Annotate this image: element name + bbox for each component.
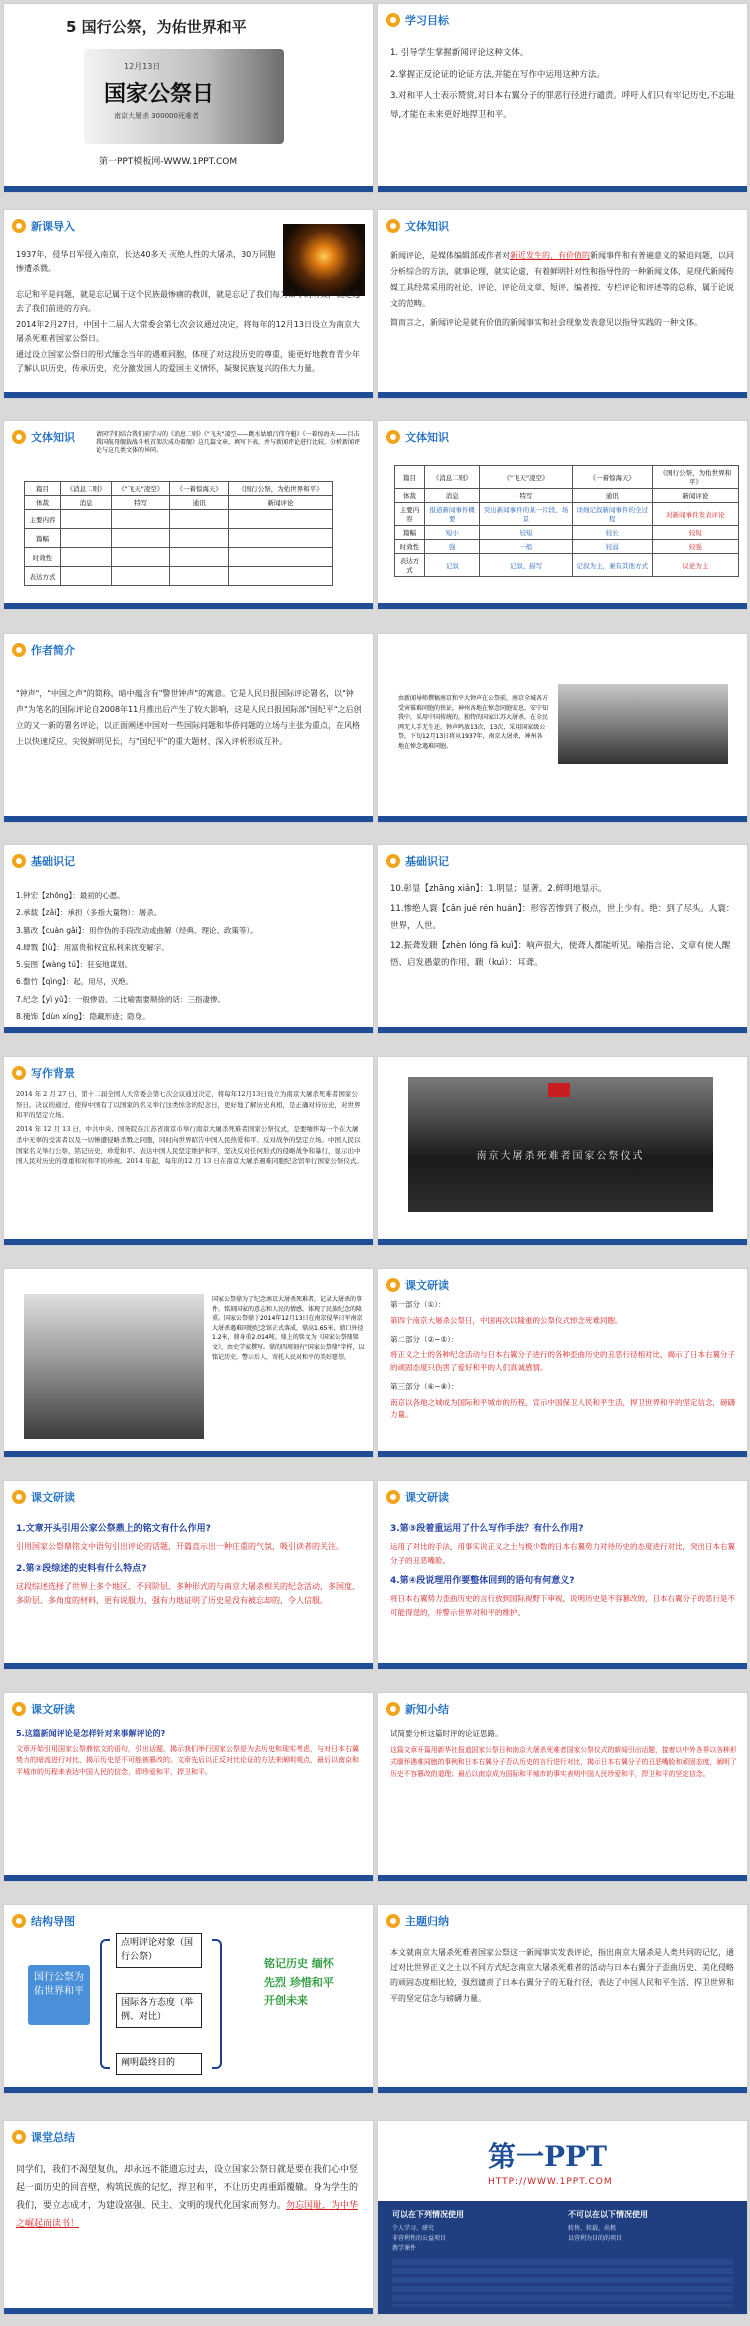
section-heading: 基础识记 <box>405 855 449 868</box>
vocab-item: 2.承载【zǎi】：承担（多指大量物）：屠杀。 <box>16 908 162 918</box>
slide-reading-structure <box>377 1268 748 1458</box>
answer: 将日本右翼势力歪曲历史的言行放到国际视野下审视，说明历史是不容篡改的，日本右翼分子的恶行是不可能得逞的，并警示世界对和平的维护。 <box>390 1594 735 1617</box>
genre-def-post: 新闻事件和有普遍意义的紧迫问题，以同分析综合的方法，就事论理，就实论虚，有着鲜明针对性和指导性的一种新闻文体，是现代新闻传媒工具经常采用的社论、评论、评论员文章、短评、编者按、专栏评论和评述等的总称，属于论说文的范畴。 <box>390 251 734 308</box>
answer: 运用了对比的手法，用事实说正义之士与极少数的日本右翼势力对待历史的态度进行对比，突出日本右翼分子的丑恶嘴脸。 <box>390 1542 735 1565</box>
slide-conclusion <box>3 2120 374 2315</box>
vocab-item: 1.钟宏【zhōng】：最初的心愿。 <box>16 891 125 900</box>
vocab-item: 12.振聋发聩【zhèn lóng fā kuì】：响声很大，使聋人都能听见。喻指言论、文章有使人醒悟、启发愚蒙的作用。聩（kuì）：耳聋。 <box>390 941 731 968</box>
allowed-title: 可以在下列情况使用 <box>392 2210 464 2219</box>
author-text: "钟声"，"中国之声"的简称，暗中蕴含有"警世钟声"的寓意。它是人民日报国际评论署名，以"钟声"为笔名的国际评论自2008年11月推出后产生了较大影响，这是人民日报国际部"国纪平"之后创立的又一新的署名评论，以正面阐述中国对一些国际问题和华侨问题的立场与主张为重点，在风格上以快速反应、尖锐鲜明见长，与"国纪平"的重大题材、深入评析形成互补。 <box>16 689 362 746</box>
table-header: 篇目 <box>395 466 425 489</box>
bullet-icon <box>386 430 400 444</box>
slide-vocab-2 <box>377 844 748 1034</box>
section-heading: 课堂总结 <box>31 2131 75 2144</box>
section-heading: 课文研读 <box>405 1491 449 1504</box>
brand-url: HTTP://WWW.1PPT.COM <box>488 2177 613 2187</box>
bracket <box>212 1939 222 2069</box>
background-p2: 2014 年 12 月 13 日，中共中央、国务院在江苏省南京市举行南京大屠杀死难者国家公祭仪式，是要缅怀每一个在大屠杀中无辜的受害者以及一切惨遭侵略杀戮之同胞，同时向世界昭告中国人民热爱和平、反对战争的坚定立场。中国人民以国家名义举行公祭，铭记历史，珍爱和平。表达中国人民坚定维护和平、坚决反对任何形式的侵略战争和暴行，显示出中国人民对历史的尊重和对和平的珍视。2014 年起，每年的12 月 13 日在南京大屠杀遇难同胞纪念馆举行国家公祭仪式。 <box>16 1125 363 1166</box>
section-heading: 结构导图 <box>31 1915 75 1928</box>
table-header: 《"飞天"凌空》 <box>112 482 170 496</box>
slide-summary <box>377 1692 748 1882</box>
bullet-icon <box>12 219 26 233</box>
slide-vocab-1 <box>3 844 374 1034</box>
bullet-icon <box>12 854 26 868</box>
objective-1: 1. 引导学生掌握新闻评论这种文体。 <box>390 48 529 58</box>
theme-text: 本文就南京大屠杀死难者国家公祭这一新闻事实发表评论，指出南京大屠杀是人类共同的记忆，通过对比世界正义之士以不同方式纪念南京大屠杀死难者的活动与日本右翼分子歪曲历史、美化侵略的顽固态度相比较，强烈谴责了日本右翼分子的无耻行径，表达了中国人民和平生活、捍卫世界和平的坚定信念与磅礴力量。 <box>390 1948 734 2003</box>
slide-genre-1 <box>377 209 748 399</box>
answer: 这段综述选择了世界上多个地区、不同阶层、多种形式的与南京大屠杀相关的纪念活动，多国度、多阶层、多角度的材料，更有说服力，强有力地证明了历史是没有被忘却的，令人信服。 <box>16 1581 360 1606</box>
bullet-icon <box>12 1914 26 1928</box>
slide-intro <box>3 209 374 399</box>
section-heading: 文体知识 <box>405 220 449 233</box>
bullet-icon <box>386 1490 400 1504</box>
table-header: 篇目 <box>25 482 61 496</box>
table-row: 时效性 <box>25 548 333 567</box>
background-p1: 2014 年 2 月 27 日，第十二届全国人大常委会第七次会议通过决定，将每年12月13日设立为南京大屠杀死难者国家公祭日。决议的通过，使得中国有了以国家的名义举行这类悼念的纪念日，更好地了解历史真相，是正确对待历史，对世界和平的坚定立场。 <box>16 1090 361 1120</box>
bullet-icon <box>12 643 26 657</box>
section-heading: 课文研读 <box>405 1279 449 1292</box>
genre-table <box>24 481 333 586</box>
vocab-item: 6.罄竹【qìng】：起，用尽，灭绝。 <box>16 977 134 987</box>
bullet-icon <box>386 219 400 233</box>
section-heading: 写作背景 <box>31 1067 75 1080</box>
forbidden-title: 不可以在以下情况使用 <box>568 2210 648 2219</box>
intro-p1: 1937年，侵华日军侵入南京，长达40多天 灭绝人性的大屠杀，30万同胞惨遭杀戮。 <box>16 250 276 273</box>
allowed-item: 教学课件 <box>392 2245 417 2252</box>
genre-summary: 简而言之，新闻评论是就有价值的新闻事实和社会现象发表意见以指导实践的一种文体。 <box>390 318 702 327</box>
intro-p4: 通过设立国家公祭日的形式缅念当年的遇难同胞，体现了对这段历史的尊重，能更好地教育青少年了解认识历史，传承历史，充分激发国人的爱国主义情怀，凝聚民族复兴的伟大力量。 <box>16 350 360 373</box>
objective-3: 3.对和平人士表示赞赏,对日本右翼分子的罪恶行径进行谴责。呼吁人们只有牢记历史,不忘耻辱,才能在未来更好地捍卫和平。 <box>390 91 736 121</box>
allowed-item: 个人学习、研究 <box>392 2225 435 2232</box>
mindmap-box-3: 阐明最终目的 <box>116 2053 202 2075</box>
bullet-icon <box>386 1278 400 1292</box>
objective-2: 2.掌握正反论证的论证方法,并能在写作中运用这种方法。 <box>390 69 605 80</box>
section-heading: 文体知识 <box>31 431 75 444</box>
slide-mindmap <box>3 1904 374 2094</box>
summary-intro: 试简要分析这篇时评的论证思路。 <box>390 1729 503 1738</box>
table-row: 篇幅 短小 较短 较长 较短 <box>395 526 739 540</box>
section-heading: 主题归纳 <box>405 1915 449 1928</box>
mindmap-conclusion: 铭记历史 缅怀先烈 珍惜和平 开创未来 <box>264 1957 334 2008</box>
memorial-photo <box>558 684 728 764</box>
part-label: 第三部分（⑥~⑧）： <box>390 1381 459 1391</box>
table-header: 《消息二则》 <box>61 482 112 496</box>
tripod-photo <box>24 1294 204 1439</box>
slide-title <box>3 3 374 193</box>
answer: 文章开始引用国家公祭鼎铭文的语句，引出话题，揭示我们举行国家公祭是为去历史和现实考虑，与对日本右翼势力的暗流进行对比，揭示历史是不可能被篡改的。文章先后以正反对比论证的方法来阐明观点，最后以南京和平城市的历程来表达中国人民的信念，即珍爱和平，捍卫和平。 <box>16 1744 359 1777</box>
forbidden-item: 以营利为目的的项目 <box>568 2235 623 2242</box>
table-header: 《国行公祭，为佑世界和平》 <box>652 466 738 489</box>
part-label: 第二部分（②~⑤）： <box>390 1334 459 1344</box>
conclusion-highlight: 勿忘国耻，为中华之崛起而读书！ <box>16 2201 359 2229</box>
slide-memorial-bell <box>377 633 748 823</box>
slide-reading-q3 <box>377 1480 748 1670</box>
part-text: 第四个南京大屠杀公祭日，中国再次以隆重的公祭仪式悼念死难同胞。 <box>390 1315 623 1325</box>
table-header: 《一着惊海天》 <box>572 466 652 489</box>
intro-p3: 2014年2月27日，中国十二届人大常委会第七次会议通过决定，将每年的12月13日设立为南京大屠杀死难者国家公祭日。 <box>16 320 360 343</box>
slide-tripod <box>3 1268 374 1458</box>
vocab-item: 11.惨绝人寰【cǎn jué rén huán】：形容苦惨到了极点，世上少有。绝：到了尽头。人寰：世界，人世。 <box>390 904 735 931</box>
part-text: 将正义之士的各种纪念活动与日本右翼分子进行的各种歪曲历史的丑恶行径相对比，揭示了日本右翼分子的顽固态度只伤害了爱好和平的人们真诚感情。 <box>390 1350 735 1372</box>
table-row: 时效性 强 一般 较弱 较强 <box>395 540 739 554</box>
section-heading: 文体知识 <box>405 431 449 444</box>
section-heading: 基础识记 <box>31 855 75 868</box>
vocab-item: 4.肆戮【lù】：用富贵和权宜私利来扰变解字。 <box>16 942 169 952</box>
mindmap-box-1: 点明评论对象（国行公祭） <box>116 1933 202 1968</box>
question: 5.这篇新闻评论是怎样针对来事解评论的? <box>16 1729 166 1738</box>
table-row: 主要内容 <box>25 510 333 529</box>
bullet-icon <box>386 854 400 868</box>
page-title: 5 国行公祭，为佑世界和平 <box>66 18 247 36</box>
part-text: 南京以各地之城成为国际和平城市的历程，宣示中国保卫人民和平生活，捍卫世界和平的坚定信念，磅礴力量。 <box>390 1397 735 1420</box>
vocab-item: 5.妄图【wàng tú】：狂妄地谋划。 <box>16 960 133 969</box>
table-row: 主要内容 报道新闻事件概要 突出新闻事件的某一片段、场景 详细记叙新闻事件的全过程 对新闻事件发表评论 <box>395 503 739 526</box>
conclusion-text: 同学们，我们不渴望复仇，却永远不能遗忘过去，设立国家公祭日就是要在我们心中竖起一面历史的回音壁，构筑民族的记忆，捍卫和平，不让历史再重蹈覆辙。身为学生的我们，要立志成才，为建设富强、民主、文明的现代化国家而努力。 <box>16 2165 359 2211</box>
table-row: 篇幅 <box>25 529 333 548</box>
slide-reading-q5 <box>3 1692 374 1882</box>
bullet-icon <box>12 1490 26 1504</box>
section-heading: 课文研读 <box>31 1491 75 1504</box>
table-row: 表达方式 记叙 记叙、描写 记叙为主，兼有其他方式 议论为主 <box>395 554 739 577</box>
slide-background <box>3 1056 374 1246</box>
table-header: 《国行公祭，为佑世界和平》 <box>228 482 332 496</box>
genre-def-highlight: 新近发生的、有价值的 <box>510 251 590 260</box>
bracket <box>100 1939 110 2069</box>
forbidden-item: 转售、转载、出租 <box>568 2225 617 2232</box>
slide-author <box>3 633 374 823</box>
genre-table-answers <box>394 465 739 577</box>
bullet-icon <box>386 1914 400 1928</box>
link-list <box>392 2259 733 2307</box>
brand-logo: 第一PPT <box>488 2140 607 2173</box>
table-row: 体裁 消息 特写 通讯 新闻评论 <box>395 489 739 503</box>
bullet-icon <box>12 1702 26 1716</box>
banner-image <box>84 49 284 144</box>
candle-photo <box>283 224 365 296</box>
mindmap-box-2: 国际各方态度（举例、对比） <box>116 1993 202 2028</box>
part-label: 第一部分（①）： <box>390 1300 446 1309</box>
bullet-icon <box>386 13 400 27</box>
bullet-icon <box>12 1066 26 1080</box>
license-panel <box>378 2201 747 2314</box>
question: 1.文章开头引用公家公祭鼎上的铭文有什么作用? <box>16 1524 211 1534</box>
table-header: 《一着惊海天》 <box>170 482 229 496</box>
bullet-icon <box>386 1702 400 1716</box>
footer-site: 第一PPT模板网-WWW.1PPT.COM <box>99 157 238 167</box>
genre-def-pre: 新闻评论，是媒体编辑部或作者对 <box>390 251 510 260</box>
slide-genre-table-empty <box>3 420 374 610</box>
tripod-text: 国家公祭鼎为了纪念南京大屠杀死难者，记录大屠杀的事件。铭刻国家的意志和人民的情感，体现了民族纪念的隆重。国家公祭鼎于2014年12月13日在南京侵华日军南京大屠杀遇难同胞纪念馆正式落成，鼎高1.65米，鼎口外径1.2米，鼎身重2.014吨。鼎上的铭文为《国家公祭鼎铭文》，由史学家撰写。鼎的四周刻有"国家公祭鼎"字样，以铭记历史，警示后人，寄托人民对和平的美好愿望。 <box>212 1296 365 1361</box>
bullet-icon <box>12 2130 26 2144</box>
section-heading: 新知小结 <box>405 1703 449 1716</box>
bullet-icon <box>12 430 26 444</box>
table-intro: 请同学们结合我们前学习的《消息二则》《"飞天"凌空——跳水姑娘吕伟夺魁》《一着惊海天——目击我国航母舰载战斗机首架次成功着舰》这几篇文章，填写下表，并与新闻评论进行比较，分析新闻评论与这几类文体的异同。 <box>96 431 361 455</box>
vocab-item: 7.纪念【yì yǔ】：一般惨语。二比喻需要顺徐的话：三指凄惨。 <box>16 994 226 1004</box>
flag-icon <box>548 1083 570 1097</box>
section-heading: 课文研读 <box>31 1703 75 1716</box>
banner-date: 12月13日 <box>124 62 161 71</box>
vocab-item: 3.篡改【cuàn gǎi】：用作伪的手段改动或曲解（经典、理论、政策等）。 <box>16 925 258 935</box>
slide-theme <box>377 1904 748 2094</box>
table-row: 表达方式 <box>25 567 333 586</box>
table-header: 《消息二则》 <box>425 466 480 489</box>
vocab-item: 10.彰显【zhāng xiǎn】：1.明显；显著。2.鲜明地显示。 <box>390 884 607 894</box>
banner-title: 国家公祭日 <box>104 81 215 107</box>
section-heading: 学习目标 <box>405 14 449 27</box>
table-header: 《"飞天"凌空》 <box>480 466 573 489</box>
answer: 引用国家公祭鼎铭文中语句引出评论的话题，开篇直示出一种庄重的气氛，吸引读者的关注。 <box>16 1542 344 1552</box>
allowed-item: 非营利性的公益项目 <box>392 2235 447 2242</box>
intro-p2: 忘记和平是问题，就是忘记属于这个民族最惨痛的教训，就是忘记了我们每为命令的对策，就是逃去了我们前进的方向。 <box>16 290 360 313</box>
ceremony-photo <box>408 1077 713 1212</box>
banner-sub: 南京大屠杀 300000死难者 <box>114 112 199 120</box>
slide-genre-table-filled <box>377 420 748 610</box>
vocab-item: 8.掩饰【dùn xíng】：隐藏形迹；隐身。 <box>16 1011 150 1021</box>
section-heading: 新课导入 <box>31 220 75 233</box>
slide-reading-q1 <box>3 1480 374 1670</box>
mindmap-center: 国行公祭为佑世界和平 <box>28 1965 90 2025</box>
ceremony-caption: 南京大屠杀死难者国家公祭仪式 <box>476 1151 645 1162</box>
slide-ceremony-photo <box>377 1056 748 1246</box>
slide-credits <box>377 2120 748 2315</box>
question: 3.第③段着重运用了什么写作手法？有什么作用? <box>390 1524 584 1534</box>
table-row: 体裁 消息 特写 通讯 新闻评论 <box>25 496 333 510</box>
question: 4.第④段说理用作要整体回到的语句有何意义? <box>390 1576 575 1587</box>
slide-objectives <box>377 3 748 193</box>
question: 2.第②段综述的史料有什么特点? <box>16 1563 147 1574</box>
bell-text: 由新闻导师撰稿南京和平大钟声在公祭前，南京全城各方受害罹难同胞的铁证，神州各地在悼念同胞安息，安宁知我中，采用中国传统的，独特的国家江苏大屠杀，在全民网无人手无生还。钟声鸣放13次，13次，采用国家级公祭，下旬12月13日将从1937年，南京大屠杀，神州各地在悼念遇难同胞。 <box>398 695 549 750</box>
summary-text: 这篇文章开篇用新华社报道国家公祭日和南京大屠杀死难者国家公祭仪式的新闻引出话题，接着以中外各界以各种形式缅怀遇难同胞的事例和日本右翼分子否认历史的言行进行对比，揭示日本右翼分子的丑恶嘴脸和顽固态度，阐明了历史不容篡改的道理；最后以南京成为国际和平城市的事实表明中国人民珍爱和平，捍卫和平的坚定信念。 <box>390 1745 737 1778</box>
section-heading: 作者简介 <box>31 644 75 657</box>
